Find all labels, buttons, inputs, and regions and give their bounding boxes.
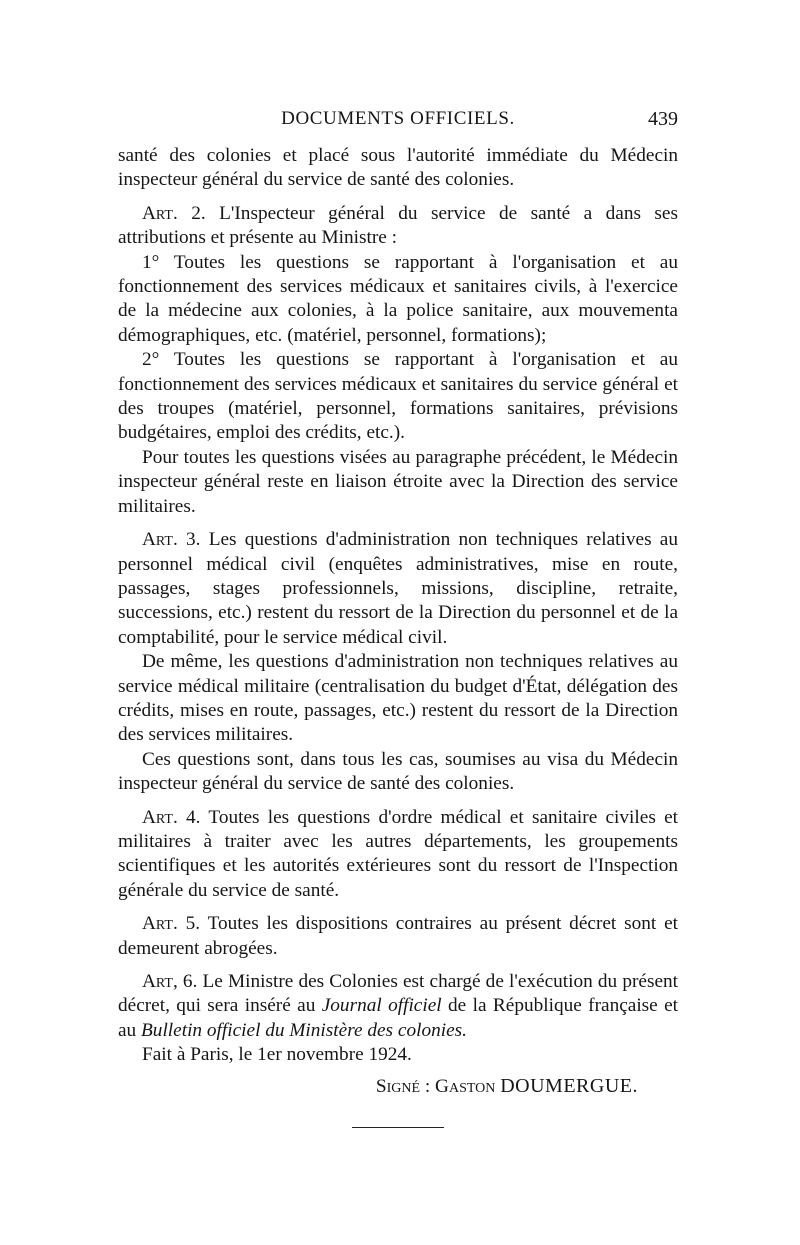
date-line: Fait à Paris, le 1er novembre 1924. bbox=[142, 1044, 412, 1066]
article-5-paragraph bbox=[118, 912, 678, 961]
article-2-paragraph bbox=[118, 202, 678, 251]
article-6-text-a: Le Ministre des Colonies est chargé de l'exécution du présent décret, qui sera inséré au bbox=[118, 971, 679, 1017]
article-3-military: De même, les questions d'administration non techniques relatives au service médical militaire (centralisation du budget d'État, délégation des crédits, mises en route, passages, etc.) restent du ressort de la Direction des services militaires. bbox=[118, 651, 678, 746]
signature-line bbox=[118, 1074, 678, 1099]
signature-prefix: Signé : Gaston bbox=[375, 1075, 496, 1097]
article-4-text: Toutes les questions d'ordre médical et sanitaire civiles et militaires à traiter avec les autres départements, les groupements scientifiques et les autorités extérieures sont du ressort de l'Inspection générale du service de santé. bbox=[118, 806, 678, 901]
bulletin-officiel-title: Bulletin officiel du Ministère des colonies. bbox=[141, 1019, 467, 1041]
paragraph-continuation: santé des colonies et placé sous l'autorité immédiate du Médecin inspecteur général du service de santé des colonies. bbox=[118, 145, 678, 191]
article-2-item-1: 1° Toutes les questions se rapportant à l'organisation et au fonctionnement des services médicaux et sanitaires civils, à l'exercice de la médecine aux colonies, à la police sanitaire, aux mouvementa démographiques, etc. (matériel, personnel, formations); bbox=[118, 251, 678, 346]
article-label: Art. 4. bbox=[142, 806, 201, 828]
article-6-paragraph bbox=[118, 970, 678, 1043]
article-label: Art. 5. bbox=[142, 913, 201, 935]
article-6-text-b: de la République française et au bbox=[118, 995, 679, 1041]
article-2-note: Pour toutes les questions visées au paragraphe précédent, le Médecin inspecteur général reste en liaison étroite avec la Direction des service militaires. bbox=[118, 446, 678, 517]
signatory-name: DOUMERGUE. bbox=[500, 1074, 638, 1097]
closing-rule bbox=[352, 1127, 444, 1128]
article-2-item-2: 2° Toutes les questions se rapportant à l'organisation et au fonctionnement des services médicaux et sanitaires du service général et des troupes (matériel, personnel, formations sanitaires, prévisions budgétaires, emploi des crédits, etc.). bbox=[118, 349, 678, 444]
body-text bbox=[118, 144, 678, 1099]
article-3-text: Les questions d'administration non techniques relatives au personnel médical civil (enquêtes administratives, mise en route, passages, stages professionnels, missions, discipline, retraite, successions, etc.) restent du ressort de la Direction du personnel et de la comptabilité, pour le service médical civil. bbox=[118, 529, 678, 648]
article-3-visa: Ces questions sont, dans tous les cas, soumises au visa du Médecin inspecteur général du service de santé des colonies. bbox=[118, 748, 678, 795]
article-label: Art. 2. bbox=[142, 202, 206, 224]
article-5-text: Toutes les dispositions contraires au présent décret sont et demeurent abrogées. bbox=[118, 913, 678, 959]
article-2-text: L'Inspecteur général du service de santé a dans ses attributions et présente au Ministre : bbox=[118, 202, 678, 249]
article-label: Art, 6. bbox=[142, 971, 198, 992]
running-title: DOCUMENTS OFFICIELS. bbox=[281, 108, 515, 129]
article-4-paragraph bbox=[118, 806, 678, 904]
page-header bbox=[118, 108, 678, 134]
page-number: 439 bbox=[648, 108, 678, 130]
journal-officiel-title: Journal officiel bbox=[321, 995, 442, 1017]
article-label: Art. 3. bbox=[142, 529, 201, 551]
article-3-paragraph bbox=[118, 528, 678, 650]
